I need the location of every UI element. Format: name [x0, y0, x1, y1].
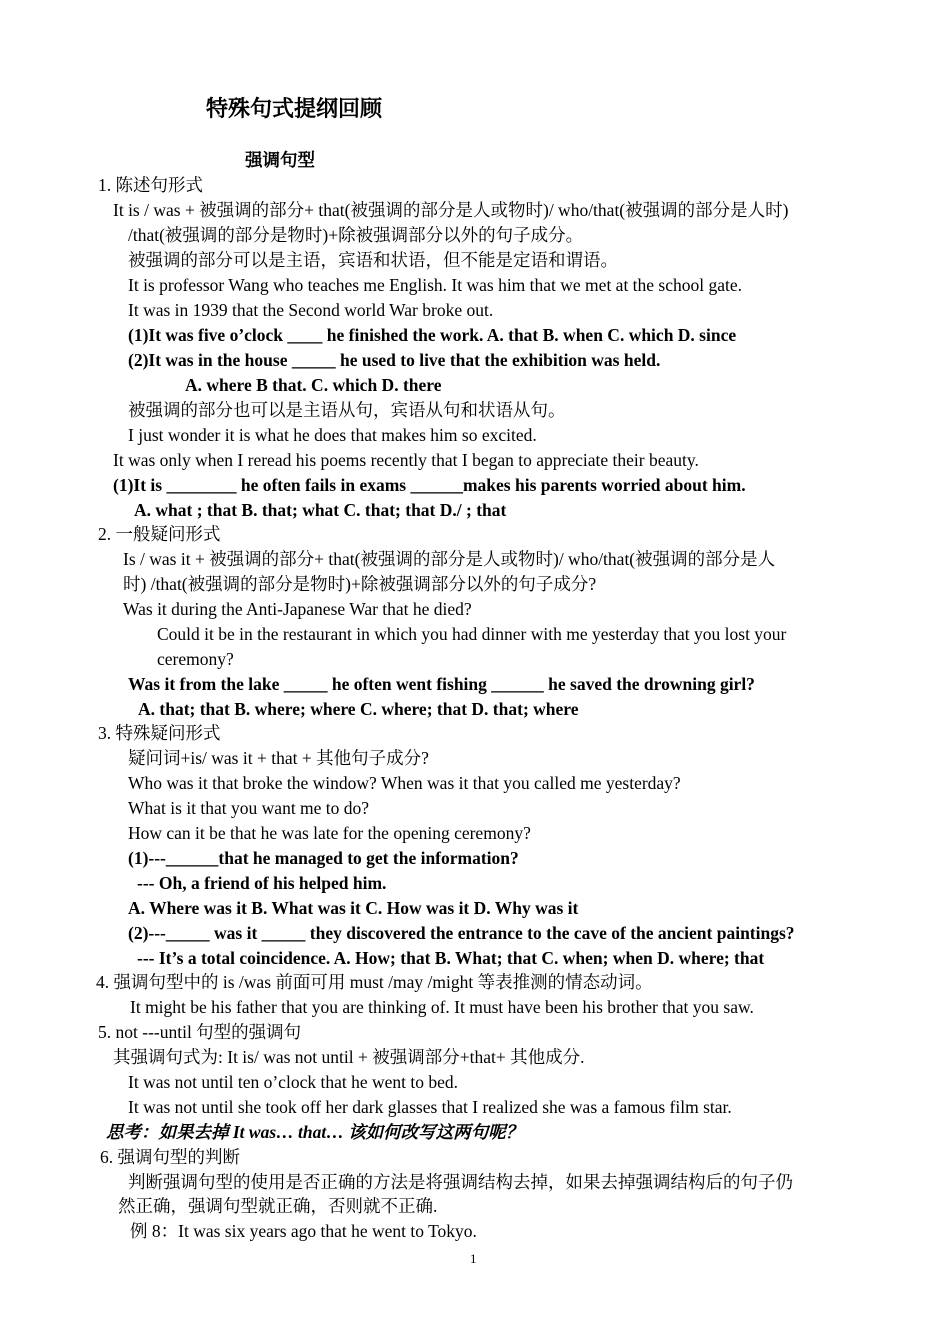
exercise-options: --- It’s a total coincidence. A. How; that B. What; that C. when; when D. where; that [137, 948, 765, 968]
exercise-question: (1)It is ________ he often fails in exams ______makes his parents worried about him. [113, 475, 746, 495]
heading-special-question: 3. 特殊疑问形式 [98, 723, 221, 743]
think-prompt: 思考：如果去掉 It was… that… 该如何改写这两句呢？ [106, 1122, 524, 1142]
text-line: /that(被强调的部分是物时)+除被强调部分以外的句子成分。 [128, 225, 584, 245]
text-line: 然正确，强调句型就正确，否则就不正确. [118, 1196, 438, 1216]
exercise-question: Was it from the lake _____ he often went fishing ______ he saved the drowning girl? [128, 674, 755, 694]
example-line: It was in 1939 that the Second world War broke out. [128, 300, 494, 320]
heading-not-until: 5. not ---until 句型的强调句 [98, 1022, 302, 1042]
example-line: It was not until ten o’clock that he went to bed. [128, 1072, 458, 1092]
text-line: 疑问词+is/ was it + that + 其他句子成分? [128, 748, 429, 768]
example-line: 例 8：It was six years ago that he went to Tokyo. [130, 1221, 477, 1241]
exercise-options: A. Where was it B. What was it C. How was it D. Why was it [128, 898, 579, 918]
heading-general-question: 2. 一般疑问形式 [98, 524, 221, 544]
heading-declarative: 1. 陈述句形式 [98, 175, 203, 195]
heading-modal-verbs: 4. 强调句型中的 is /was 前面可用 must /may /might 等表推测的情态动词。 [96, 972, 653, 992]
text-line: Is / was it + 被强调的部分+ that(被强调的部分是人或物时)/ who/that(被强调的部分是人 [123, 549, 776, 569]
example-line: Was it during the Anti-Japanese War that he died? [123, 599, 472, 619]
heading-judgement: 6. 强调句型的判断 [100, 1147, 240, 1167]
exercise-question: (1)It was five o’clock ____ he finished the work. A. that B. when C. which D. since [128, 325, 737, 345]
example-line: It was only when I reread his poems recently that I began to appreciate their beauty. [113, 450, 699, 470]
exercise-question: (2)It was in the house _____ he used to live that the exhibition was held. [128, 350, 661, 370]
text-line: 判断强调句型的使用是否正确的方法是将强调结构去掉，如果去掉强调结构后的句子仍 [128, 1172, 793, 1192]
page-title: 特殊句式提纲回顾 [206, 96, 383, 121]
exercise-options: A. that; that B. where; where C. where; that D. that; where [138, 699, 579, 719]
exercise-options: A. where B that. C. which D. there [185, 375, 442, 395]
example-line: It might be his father that you are thinking of. It must have been his brother that you saw. [130, 997, 754, 1017]
example-line: It was not until she took off her dark glasses that I realized she was a famous film star. [128, 1097, 732, 1117]
example-line: I just wonder it is what he does that makes him so excited. [128, 425, 537, 445]
exercise-answer: --- Oh, a friend of his helped him. [137, 873, 387, 893]
example-line: It is professor Wang who teaches me English. It was him that we met at the school gate. [128, 275, 743, 295]
exercise-question: (2)---_____ was it _____ they discovered the entrance to the cave of the ancient paintings? [128, 923, 795, 943]
example-line: How can it be that he was late for the opening ceremony? [128, 823, 531, 843]
text-line: It is / was + 被强调的部分+ that(被强调的部分是人或物时)/ who/that(被强调的部分是人时) [113, 200, 789, 220]
text-line: 其强调句式为: It is/ was not until + 被强调部分+that+ 其他成分. [113, 1047, 585, 1067]
text-line: 时) /that(被强调的部分是物时)+除被强调部分以外的句子成分? [123, 574, 597, 594]
text-line: 被强调的部分可以是主语，宾语和状语，但不能是定语和谓语。 [128, 250, 618, 270]
example-line: Could it be in the restaurant in which you had dinner with me yesterday that you lost your [157, 624, 787, 644]
text-line: 被强调的部分也可以是主语从句，宾语从句和状语从句。 [128, 400, 566, 420]
exercise-question: (1)---______that he managed to get the information? [128, 848, 519, 868]
exercise-options: A. what ; that B. that; what C. that; that D./ ; that [134, 500, 507, 520]
example-line: Who was it that broke the window? When was it that you called me yesterday? [128, 773, 681, 793]
example-line: What is it that you want me to do? [128, 798, 370, 818]
section-heading: 强调句型 [245, 150, 315, 170]
example-line: ceremony? [157, 649, 234, 669]
page-number: 1 [470, 1251, 477, 1266]
